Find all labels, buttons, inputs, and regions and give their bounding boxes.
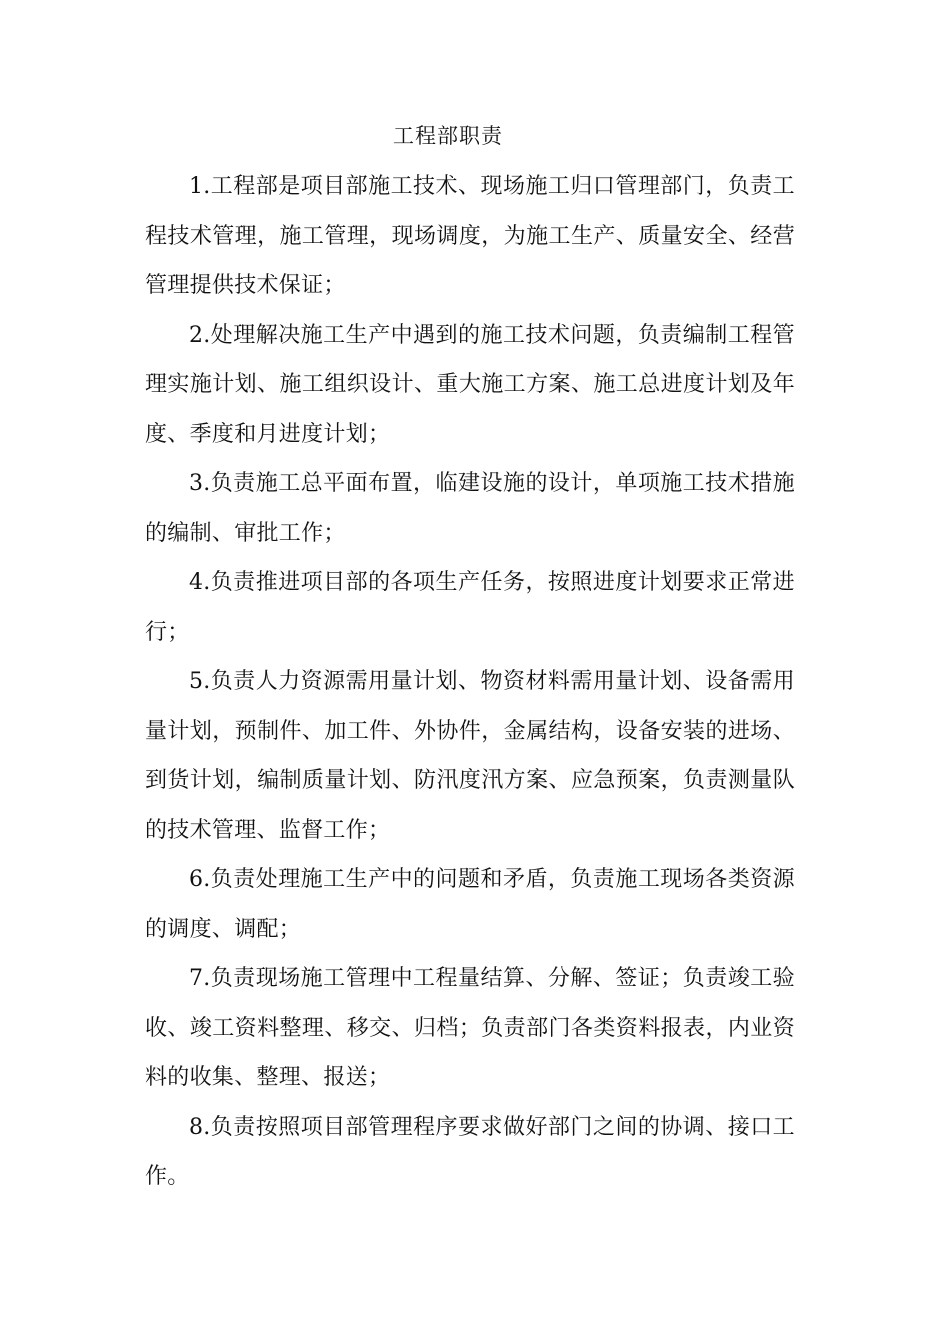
duty-paragraph-2: 2.处理解决施工生产中遇到的施工技术问题，负责编制工程管理实施计划、施工组织设计、重大施工方案、施工总进度计划及年度、季度和月进度计划；: [145, 322, 795, 447]
duty-paragraph-7: 7.负责现场施工管理中工程量结算、分解、签证；负责竣工验收、竣工资料整理、移交、归档；负责部门各类资料报表，内业资料的收集、整理、报送；: [145, 966, 795, 1090]
duty-paragraph-5: 5.负责人力资源需用量计划、物资材料需用量计划、设备需用量计划，预制件、加工件、外协件，金属结构，设备安装的进场、到货计划，编制质量计划、防汛度汛方案、应急预案，负责测量队的技术管理、监督工作；: [145, 669, 795, 843]
duty-paragraph-4: 4.负责推进项目部的各项生产任务，按照进度计划要求正常进行；: [145, 570, 795, 645]
document-title: 工程部职责: [393, 124, 503, 148]
duty-paragraph-6: 6.负责处理施工生产中的问题和矛盾，负责施工现场各类资源的调度、调配；: [145, 867, 795, 942]
duty-paragraph-8: 8.负责按照项目部管理程序要求做好部门之间的协调、接口工作。: [145, 1114, 795, 1189]
duty-paragraph-1: 1.工程部是项目部施工技术、现场施工归口管理部门，负责工程技术管理，施工管理，现场调度，为施工生产、质量安全、经营管理提供技术保证；: [145, 174, 795, 298]
duty-paragraph-3: 3.负责施工总平面布置，临建设施的设计，单项施工技术措施的编制、审批工作；: [145, 471, 795, 546]
document-body: [145, 162, 795, 1202]
